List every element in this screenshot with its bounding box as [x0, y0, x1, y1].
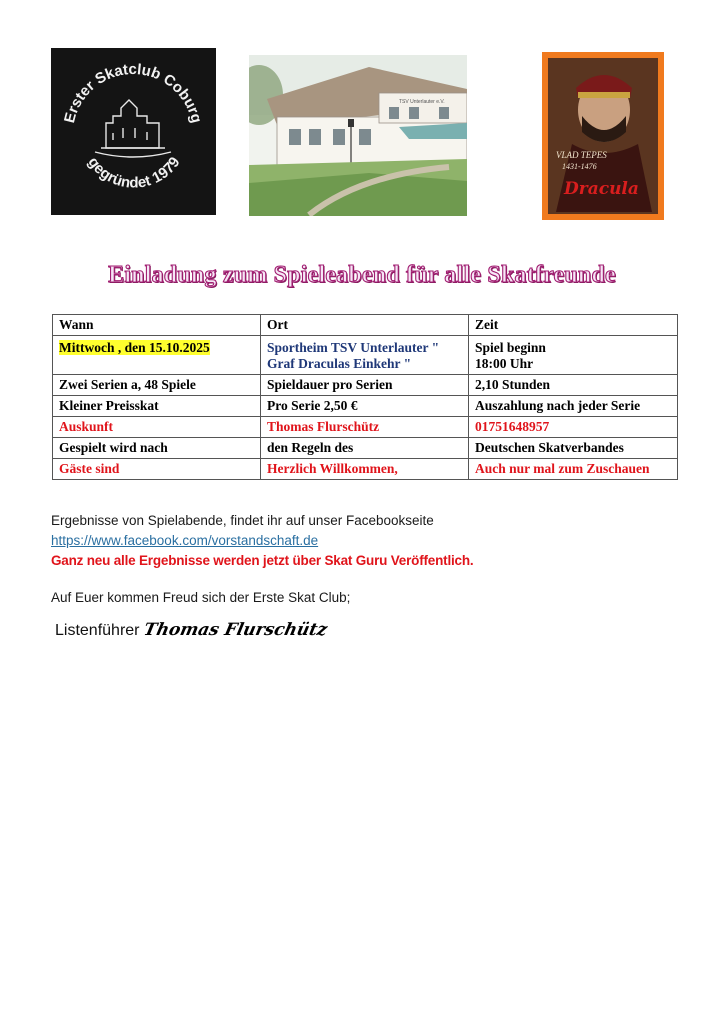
dracula-poster-image — [542, 52, 664, 220]
table-cell: Zwei Serien a, 48 Spiele — [53, 375, 261, 396]
table-cell: 2,10 Stunden — [469, 375, 678, 396]
table-row — [53, 336, 678, 375]
signature-name: Thomas Flurschütz — [141, 620, 329, 640]
table-row — [53, 417, 678, 438]
event-location-line1: Sportheim TSV Unterlauter " — [267, 340, 440, 355]
signature-label: Listenführer — [55, 622, 140, 639]
table-cell: Gespielt wird nach — [53, 438, 261, 459]
table-cell: Kleiner Preisskat — [53, 396, 261, 417]
club-logo-image — [51, 48, 216, 215]
table-cell: Herzlich Willkommen, — [261, 459, 469, 480]
table-cell: Auszahlung nach jeder Serie — [469, 396, 678, 417]
svg-text:1431-1476: 1431-1476 — [562, 162, 597, 171]
svg-text:TSV Unterlauter e.V.: TSV Unterlauter e.V. — [399, 99, 445, 105]
table-header-row — [53, 315, 678, 336]
facebook-link[interactable]: https://www.facebook.com/vorstandschaft.de — [51, 533, 319, 548]
svg-text:Dracula: Dracula — [564, 179, 639, 199]
invitation-title: Einladung zum Spieleabend für alle Skatfreunde — [108, 262, 616, 288]
event-location-line2: Graf Draculas Einkehr " — [267, 356, 412, 371]
event-date-cell — [53, 336, 261, 375]
event-date: Mittwoch , den 15.10.2025 — [59, 340, 210, 355]
skat-guru-notice: Ganz neu alle Ergebnisse werden jetzt über Skat Guru Veröffentlich. — [51, 553, 474, 568]
event-location-cell — [261, 336, 469, 375]
svg-text:Erster Skatclub Coburg: Erster Skatclub Coburg — [61, 60, 205, 125]
svg-text:VLAD TEPES: VLAD TEPES — [556, 150, 607, 160]
event-start-time: 18:00 Uhr — [475, 356, 534, 371]
event-start-label: Spiel beginn — [475, 340, 546, 355]
table-cell: Pro Serie 2,50 € — [261, 396, 469, 417]
greeting-text: Auf Euer kommen Freud sich der Erste Skat Club; — [51, 590, 351, 605]
signature-line — [55, 620, 329, 640]
table-cell: Spieldauer pro Serien — [261, 375, 469, 396]
contact-phone: 01751648957 — [469, 417, 678, 438]
svg-text:gegründet 1979: gegründet 1979 — [84, 153, 184, 192]
table-cell: Deutschen Skatverbandes — [469, 438, 678, 459]
table-cell: Thomas Flurschütz — [261, 417, 469, 438]
table-cell: den Regeln des — [261, 438, 469, 459]
header-zeit: Zeit — [469, 315, 678, 336]
header-ort: Ort — [261, 315, 469, 336]
event-start-cell — [469, 336, 678, 375]
table-cell: Auch nur mal zum Zuschauen — [469, 459, 678, 480]
header-wann: Wann — [53, 315, 261, 336]
table-cell: Auskunft — [53, 417, 261, 438]
table-row — [53, 396, 678, 417]
table-row — [53, 459, 678, 480]
event-info-table — [52, 314, 678, 480]
clubhouse-image — [249, 55, 467, 216]
table-row — [53, 438, 678, 459]
table-cell: Gäste sind — [53, 459, 261, 480]
results-text: Ergebnisse von Spielabende, findet ihr auf unser Facebookseite — [51, 513, 434, 528]
table-row — [53, 375, 678, 396]
